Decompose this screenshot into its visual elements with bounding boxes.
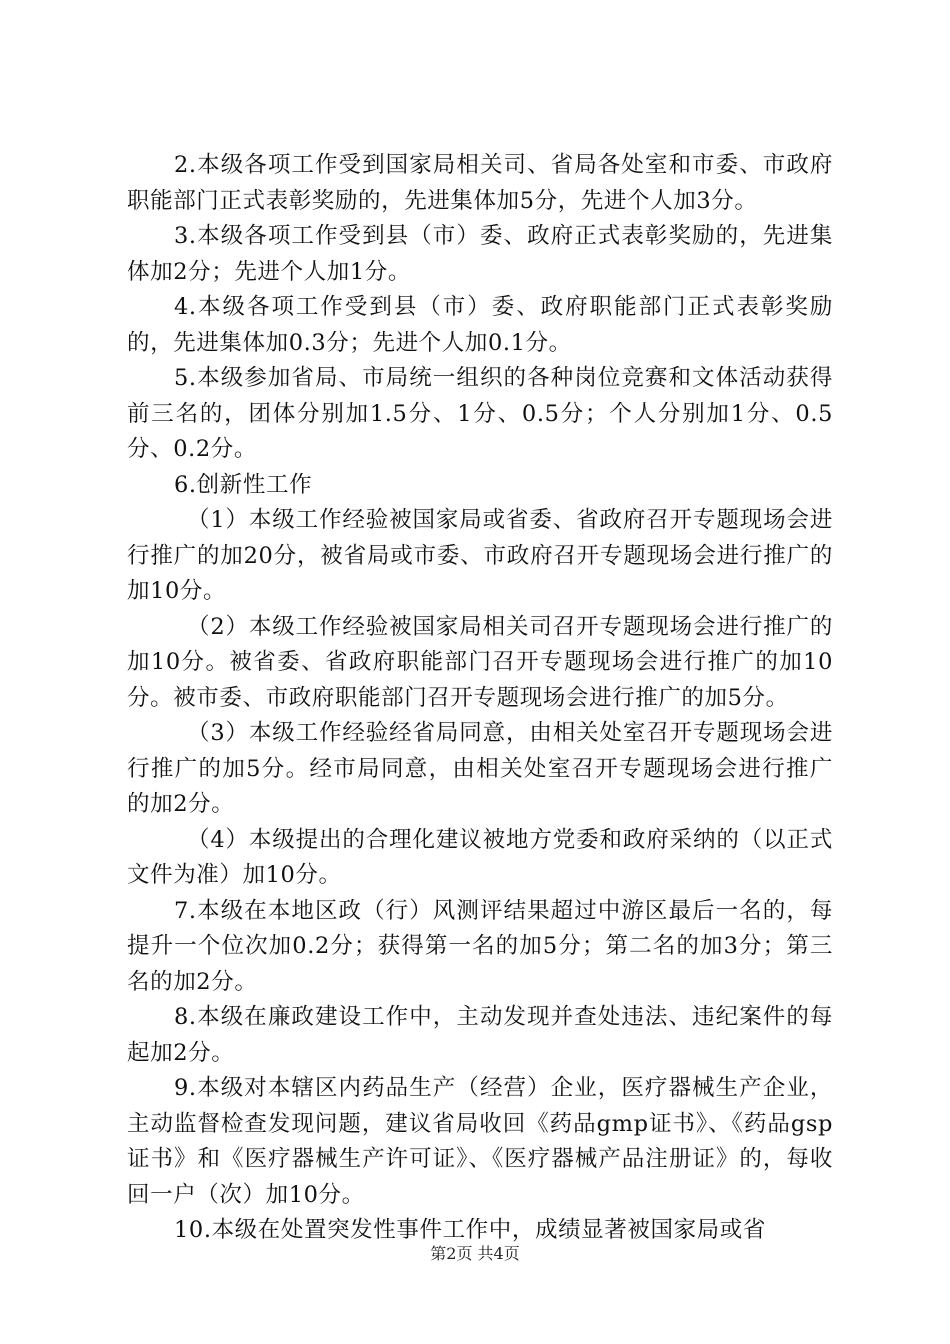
paragraph-subitem-4: （4）本级提出的合理化建议被地方党委和政府采纳的（以正式文件为准）加10分。	[127, 826, 833, 888]
paragraph-item-4: 4.本级各项工作受到县（市）委、政府职能部门正式表彰奖励的，先进集体加0.3分；先进个人加0.1分。	[127, 294, 833, 356]
paragraph-subitem-1: （1）本级工作经验被国家局或省委、省政府召开专题现场会进行推广的加20分，被省局或市委、市政府召开专题现场会进行推广的加10分。	[127, 507, 833, 604]
paragraph-subitem-2: （2）本级工作经验被国家局相关司召开专题现场会进行推广的加10分。被省委、省政府职能部门召开专题现场会进行推广的加10分。被市委、市政府职能部门召开专题现场会进行推广的加5分。	[127, 613, 833, 711]
page-number-label: 第2页 共4页	[430, 1244, 520, 1263]
paragraph-item-5: 5.本级参加省局、市局统一组织的各种岗位竞赛和文体活动获得前三名的，团体分别加1.5分、1分、0.5分；个人分别加1分、0.5分、0.2分。	[127, 365, 833, 462]
page-footer	[0, 1243, 950, 1265]
paragraph-subitem-3: （3）本级工作经验经省局同意，由相关处室召开专题现场会进行推广的加5分。经市局同意，由相关处室召开专题现场会进行推广的加2分。	[127, 720, 833, 817]
paragraph-item-8: 8.本级在廉政建设工作中，主动发现并查处违法、违纪案件的每起加2分。	[127, 1004, 833, 1066]
paragraph-item-7: 7.本级在本地区政（行）风测评结果超过中游区最后一名的，每提升一个位次加0.2分；获得第一名的加5分；第二名的加3分；第三名的加2分。	[127, 897, 833, 995]
paragraph-item-2: 2.本级各项工作受到国家局相关司、省局各处室和市委、市政府职能部门正式表彰奖励的，先进集体加5分，先进个人加3分。	[127, 152, 833, 214]
paragraph-item-6-heading: 6.创新性工作	[174, 471, 313, 498]
paragraph-item-9: 9.本级对本辖区内药品生产（经营）企业，医疗器械生产企业，主动监督检查发现问题，建议省局收回《药品gmp证书》、《药品gsp证书》和《医疗器械生产许可证》、《医疗器械产品注册证》的，每收回一户（次）加10分。	[127, 1075, 833, 1208]
paragraph-item-10: 10.本级在处置突发性事件工作中，成绩显著被国家局或省	[174, 1217, 766, 1243]
paragraph-item-3: 3.本级各项工作受到县（市）委、政府正式表彰奖励的，先进集体加2分；先进个人加1分。	[127, 223, 833, 285]
document-body	[127, 148, 833, 1249]
